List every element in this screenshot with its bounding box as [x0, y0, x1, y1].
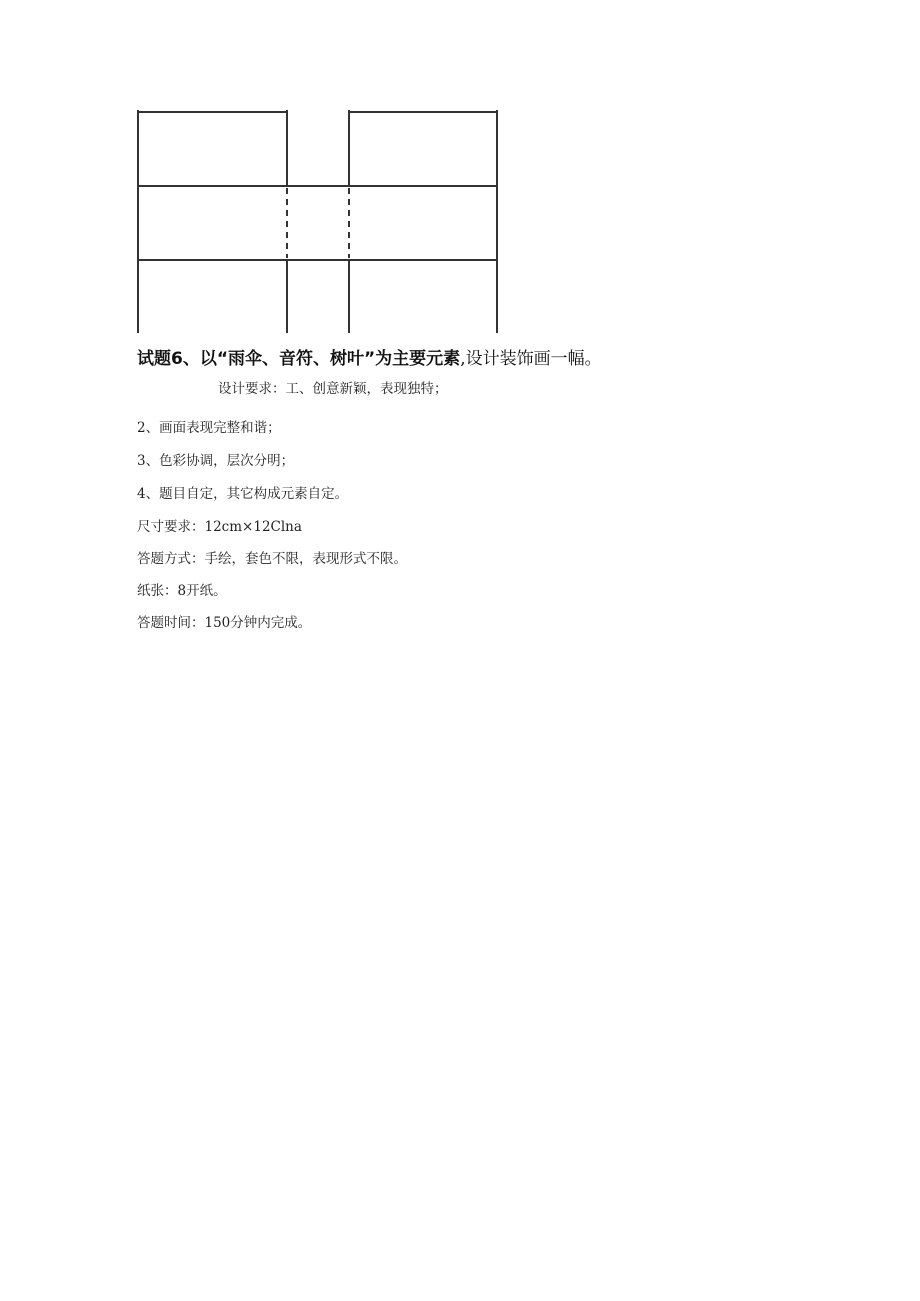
requirement-item: 2、画面表现完整和谐；: [137, 420, 281, 436]
question-title-normal: ,设计装饰画一幅。: [460, 349, 602, 369]
size-requirement: 尺寸要求：12cm×12Clna: [137, 519, 302, 535]
folding-template-diagram: [137, 110, 499, 335]
answer-time: 答题时间：150分钟内完成。: [137, 615, 312, 631]
requirement-first: 设计要求：工、创意新颖，表现独特；: [218, 381, 448, 397]
requirement-item: 3、色彩协调，层次分明；: [137, 453, 295, 469]
question-title: [137, 347, 602, 371]
requirement-item: 4、题目自定，其它构成元素自定。: [137, 486, 349, 502]
paper-spec: 纸张：8开纸。: [137, 583, 227, 599]
question-title-bold: 试题6、以“雨伞、音符、树叶”为主要元素: [137, 349, 461, 369]
template-grid-svg: [137, 110, 499, 335]
answer-method: 答题方式：手绘，套色不限，表现形式不限。: [137, 551, 407, 567]
